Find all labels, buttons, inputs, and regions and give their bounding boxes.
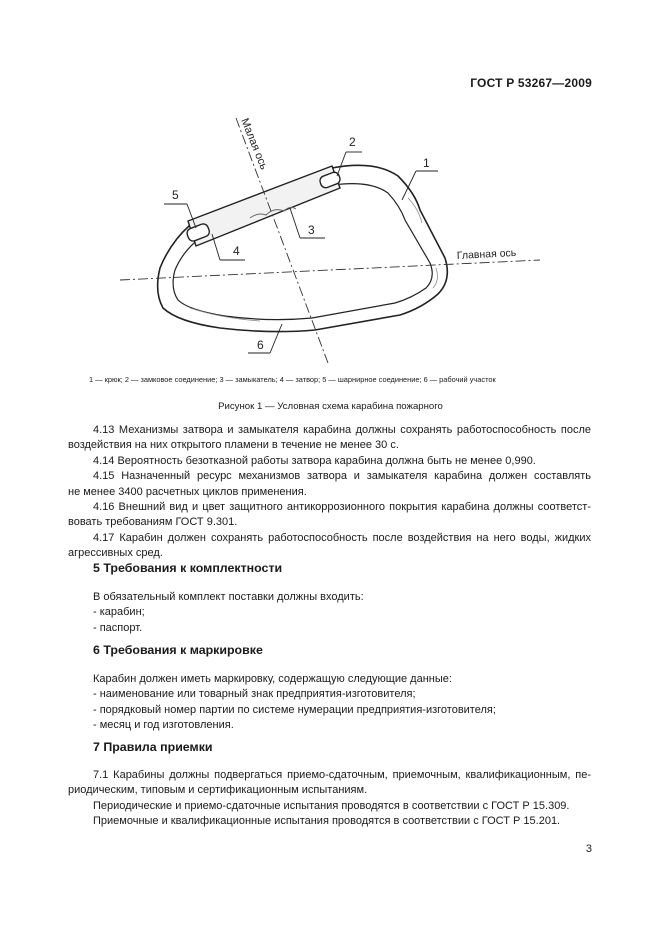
standard-code: ГОСТ Р 53267—2009 xyxy=(470,76,592,90)
list-item: - наименование или товарный знак предприятия-изготовителя; xyxy=(93,688,416,701)
para-4-15-line1: 4.15 Назначенный ресурс механизмов затвора и замыкателя карабина должен составлять xyxy=(93,470,591,483)
section-6-heading: 6 Требования к маркировке xyxy=(93,643,263,657)
section-5-heading: 5 Требования к комплектности xyxy=(93,561,283,575)
section-5-intro: В обязательный комплект поставки должны входить: xyxy=(93,591,364,603)
page-number: 3 xyxy=(585,843,592,855)
carabiner-inner-contour xyxy=(173,184,432,320)
para-7-acceptance: Приемочные и квалификационные испытания проводятся в соответствии с ГОСТ Р 15.201. xyxy=(93,815,561,828)
para-7-1-line2: риодическим, типовым и сертификационным испытаниям. xyxy=(68,784,368,797)
list-item: - паспорт. xyxy=(93,621,143,634)
callout-4: 4 xyxy=(233,244,240,258)
carabiner-diagram xyxy=(100,108,560,373)
figure-caption: Рисунок 1 — Условная схема карабина пожарного xyxy=(218,401,443,412)
minor-axis-label: Малая ось xyxy=(238,116,270,172)
major-axis-label: Главная ось xyxy=(456,246,517,262)
section-7-heading: 7 Правила приемки xyxy=(93,740,213,754)
para-4-16-line1: 4.16 Внешний вид и цвет защитного антикоррозионного покрытия карабина должны соответст- xyxy=(93,501,591,514)
list-item: - карабин; xyxy=(93,606,145,619)
minor-axis-line xyxy=(236,118,328,363)
major-axis-line xyxy=(120,260,540,280)
gate xyxy=(188,166,340,246)
para-4-15-line2: не менее 3400 расчетных циклов применения. xyxy=(68,485,307,498)
list-item: - порядковый номер партии по системе нумерации предприятия-изготовителя; xyxy=(93,703,496,716)
callout-1: 1 xyxy=(423,156,430,170)
callout-6: 6 xyxy=(257,338,264,352)
requirements-block xyxy=(68,423,591,562)
section-5-body xyxy=(68,590,591,636)
para-7-1-line1: 7.1 Карабины должны подвергаться приемо-сдаточным, приемочным, квалификационным, пе- xyxy=(93,769,591,781)
section-6-body xyxy=(68,672,591,734)
para-4-14: 4.14 Вероятность безотказной работы затвора карабина должна быть не менее 0,990. xyxy=(93,454,536,467)
para-7-periodic: Периодические и приемо-сдаточные испытания проводятся в соответствии с ГОСТ Р 15.309. xyxy=(93,799,570,812)
para-4-13-line2: воздействия на них открытого пламени в течение не менее 30 с. xyxy=(68,439,399,452)
callout-2-leader xyxy=(337,152,346,176)
section-7-body xyxy=(68,768,591,830)
callout-3: 3 xyxy=(308,223,315,237)
para-4-17-line1: 4.17 Карабин должен сохранять работоспособность после воздействия на него воды, жидких xyxy=(93,531,591,544)
callout-3-leader xyxy=(290,208,300,238)
callout-6-leader xyxy=(270,324,282,353)
callout-5: 5 xyxy=(172,188,179,202)
list-item: - месяц и год изготовления. xyxy=(93,719,234,732)
para-4-17-line2: агрессивных сред. xyxy=(68,547,163,560)
callout-2: 2 xyxy=(349,135,356,149)
figure-legend: 1 — крюк; 2 — замковое соединение; 3 — замыкатель; 4 — затвор; 5 — шарнирное соединение; 6 — рабочий участок xyxy=(89,375,496,384)
section-6-intro: Карабин должен иметь маркировку, содержащую следующие данные: xyxy=(93,673,452,685)
para-4-16-line2: вовать требованиям ГОСТ 9.301. xyxy=(68,516,238,529)
para-4-13-line1: 4.13 Механизмы затвора и замыкателя карабина должны сохранять работоспособность после xyxy=(93,424,591,436)
